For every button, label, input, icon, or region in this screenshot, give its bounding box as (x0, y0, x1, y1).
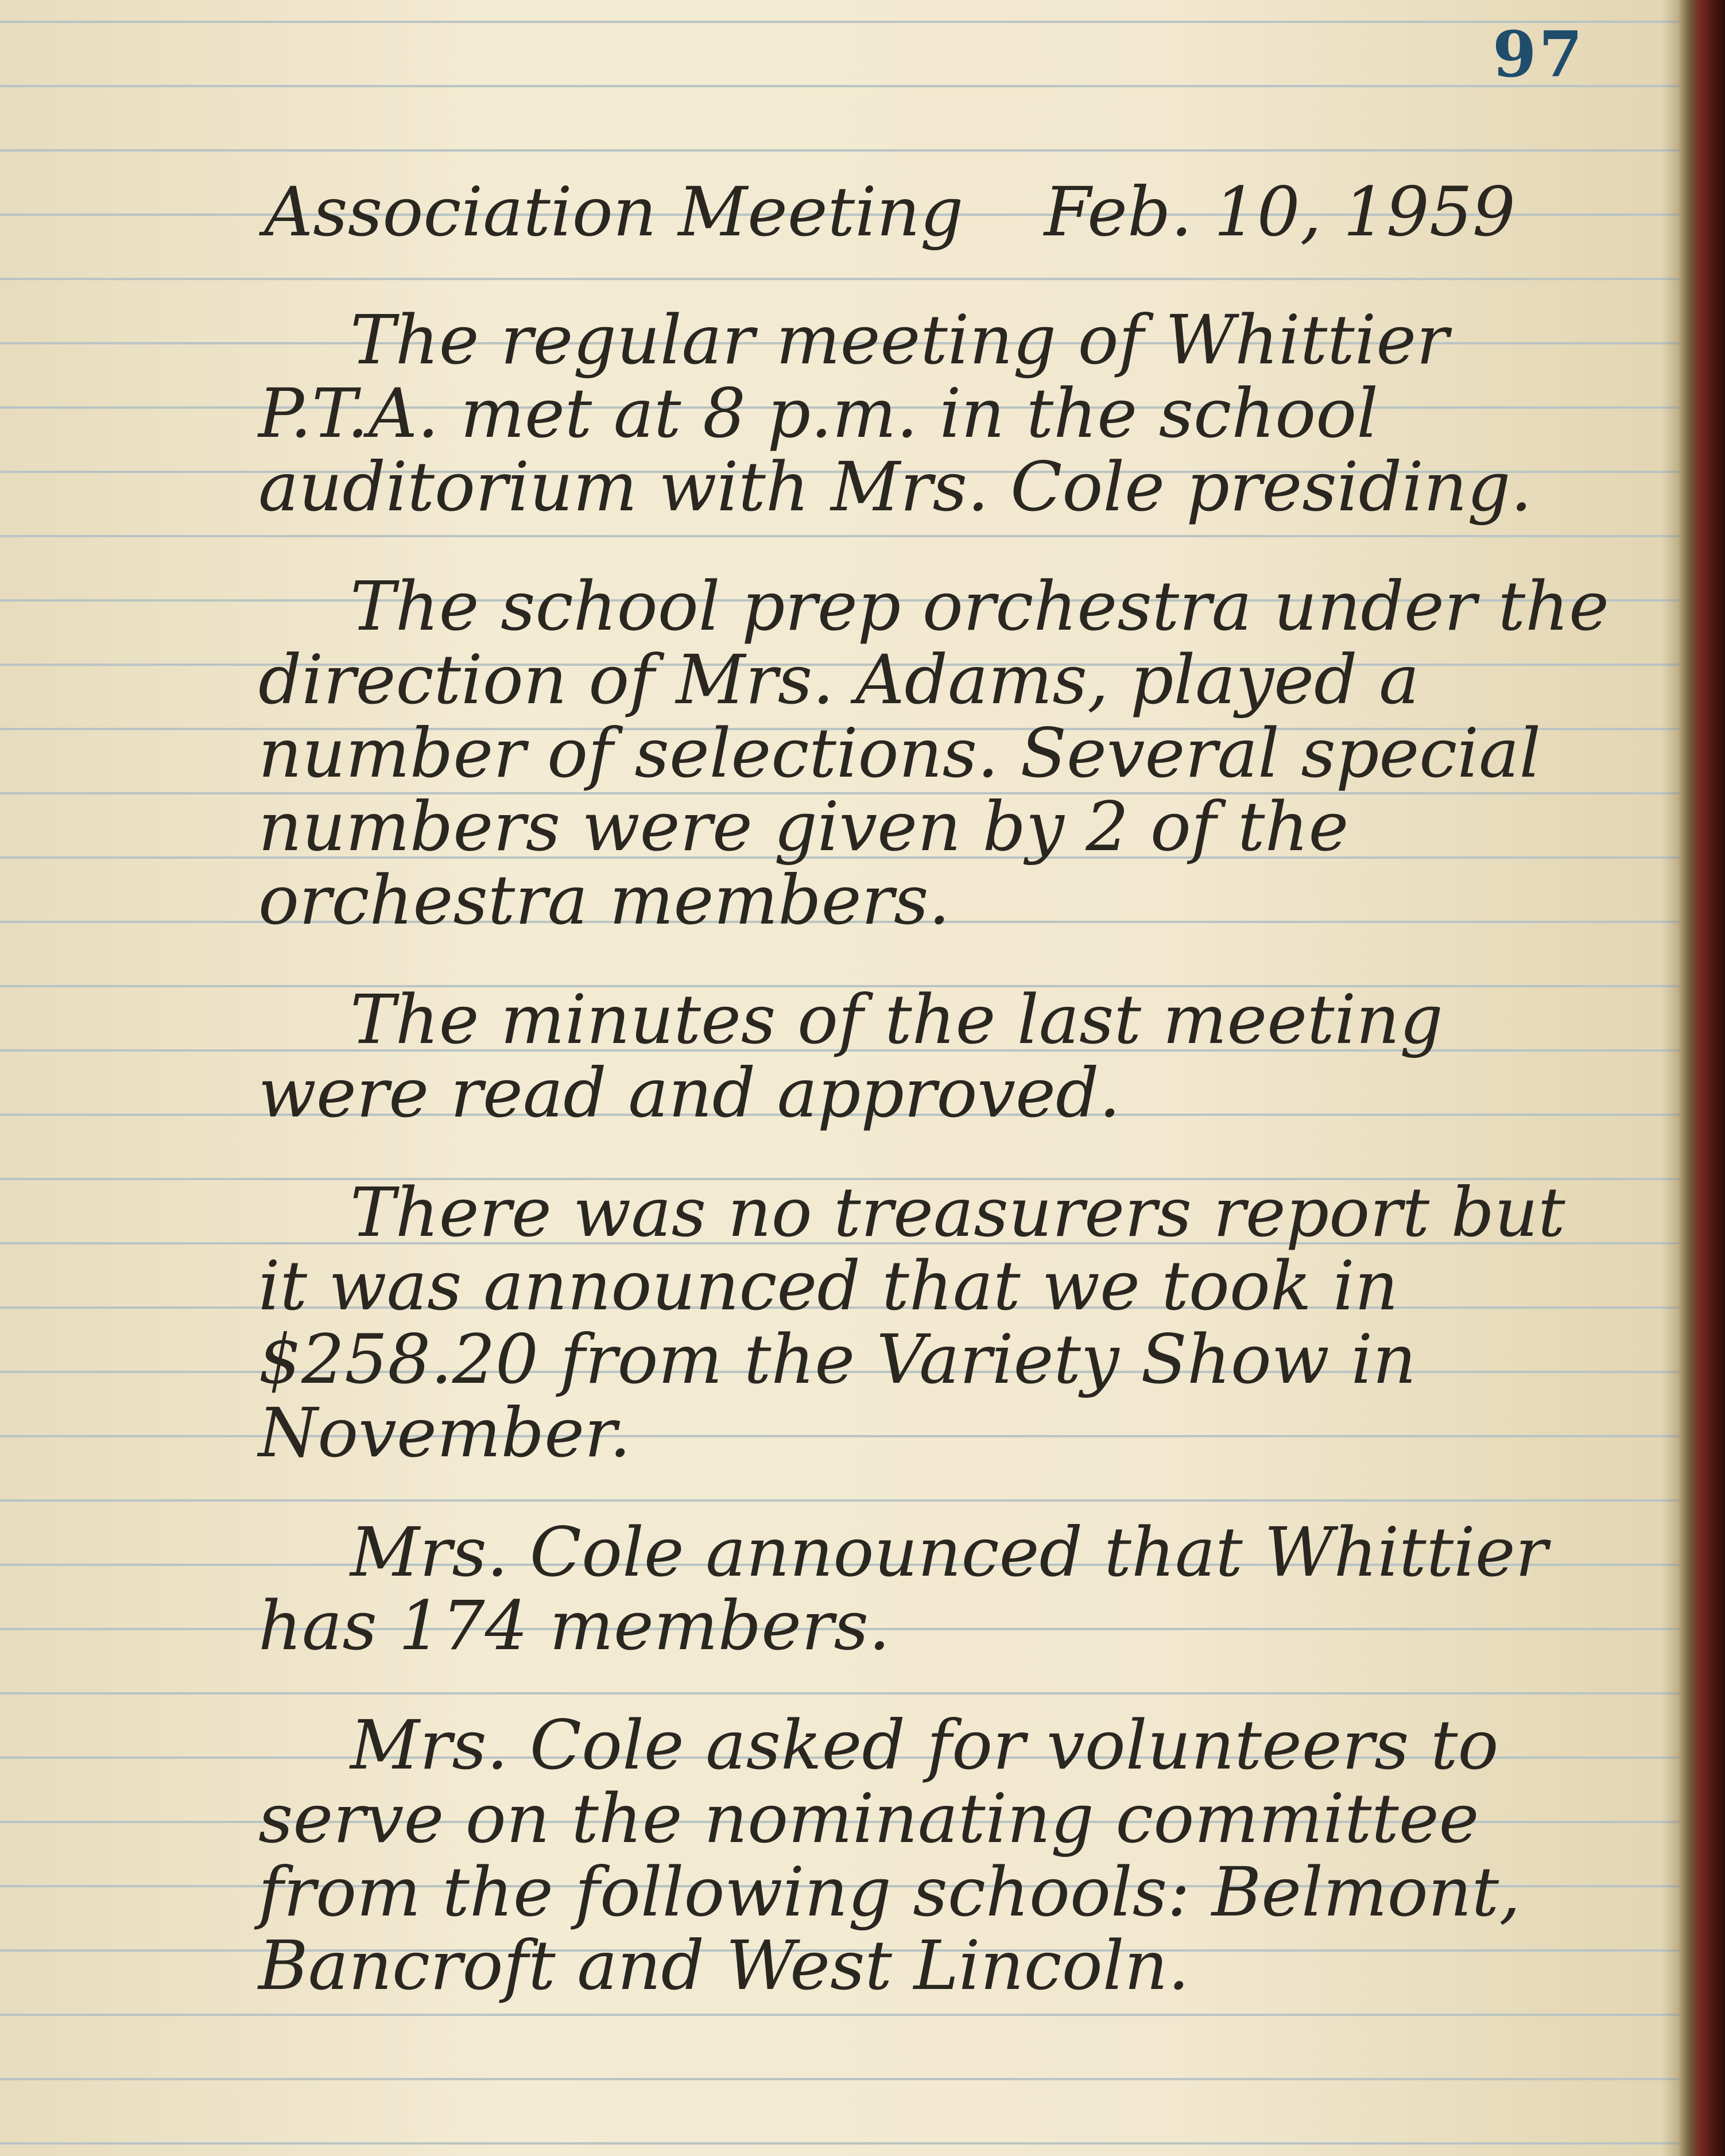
page-number: 97 (1493, 17, 1586, 91)
minutes-title: Association Meeting (264, 172, 964, 251)
paragraph-membership: Mrs. Cole announced that Whittier has 174 members. (258, 1513, 1548, 1665)
page-gutter-shadow (1662, 0, 1679, 2156)
book-binding (1679, 0, 1725, 2156)
paragraph-orchestra: The school prep orchestra under the direction of Mrs. Adams, played a number of selections. Several special numbers were given by 2 of the orchestra members. (258, 567, 1609, 940)
paragraph-nominating-committee: Mrs. Cole asked for volunteers to serve on the nominating committee from the following schools: Belmont, Bancroft and West Lincoln. (258, 1705, 1521, 2005)
minutes-date: Feb. 10, 1959 (1044, 172, 1515, 251)
minutes-header (264, 172, 1515, 251)
paragraph-treasurer: There was no treasurers report but it was announced that we took in $258.20 from the Variety Show in November. (258, 1173, 1565, 1472)
paragraph-minutes-approved: The minutes of the last meeting were read and approved. (258, 980, 1443, 1133)
handwritten-minutes (258, 172, 1625, 2048)
paragraph-meeting-opened: The regular meeting of Whittier P.T.A. met at 8 p.m. in the school auditorium with Mrs. Cole presiding. (258, 300, 1532, 526)
